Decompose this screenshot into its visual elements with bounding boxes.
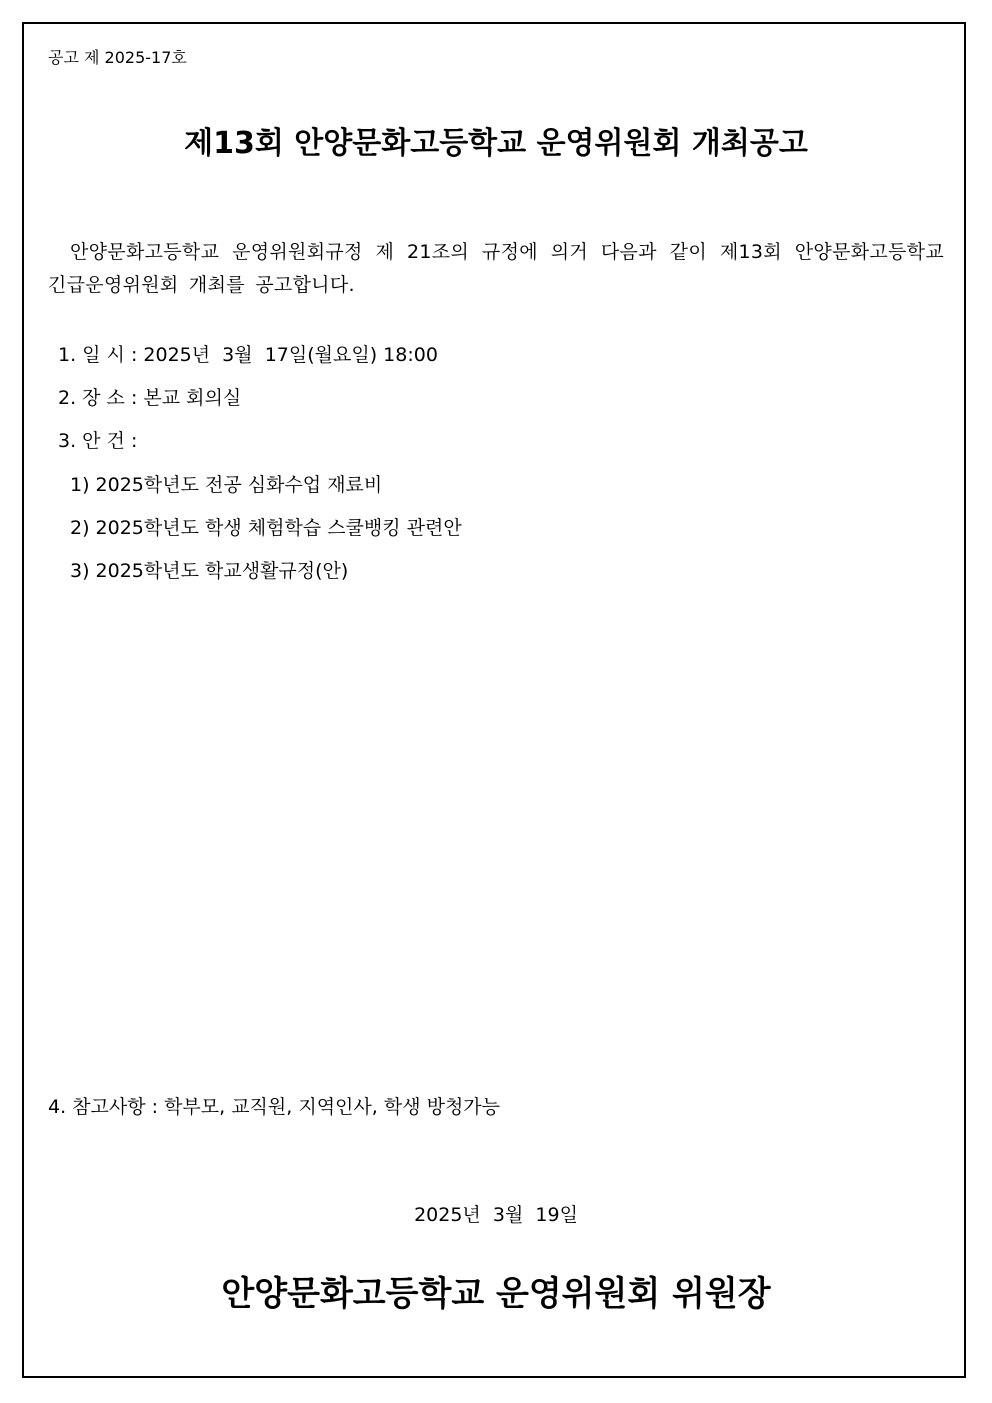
- issuer-signature-line: 안양문화고등학교 운영위원회 위원장: [221, 1274, 771, 1314]
- intro-paragraph: 안양문화고등학교 운영위원회규정 제 21조의 규정에 의거 다음과 같이 제13회 안양문화고등학교 긴급운영위원회 개최를 공고합니다.: [48, 241, 944, 296]
- agenda-item: 2) 2025학년도 학생 체험학습 스쿨뱅킹 관련안: [70, 517, 462, 539]
- item-datetime: 1. 일 시 : 2025년 3월 17일(월요일) 18:00: [58, 344, 438, 366]
- notice-number: 공고 제 2025-17호: [48, 48, 187, 67]
- item-agenda-heading: 3. 안 건 :: [58, 430, 138, 452]
- item-place: 2. 장 소 : 본교 회의실: [58, 387, 242, 409]
- issue-date: 2025년 3월 19일: [414, 1204, 578, 1226]
- document-border: [22, 22, 966, 1378]
- agenda-item: 1) 2025학년도 전공 심화수업 재료비: [70, 474, 383, 496]
- item-note: 4. 참고사항 : 학부모, 교직원, 지역인사, 학생 방청가능: [48, 1096, 501, 1118]
- agenda-item: 3) 2025학년도 학교생활규정(안): [70, 560, 349, 582]
- document-title: 제13회 안양문화고등학교 운영위원회 개최공고: [184, 126, 808, 161]
